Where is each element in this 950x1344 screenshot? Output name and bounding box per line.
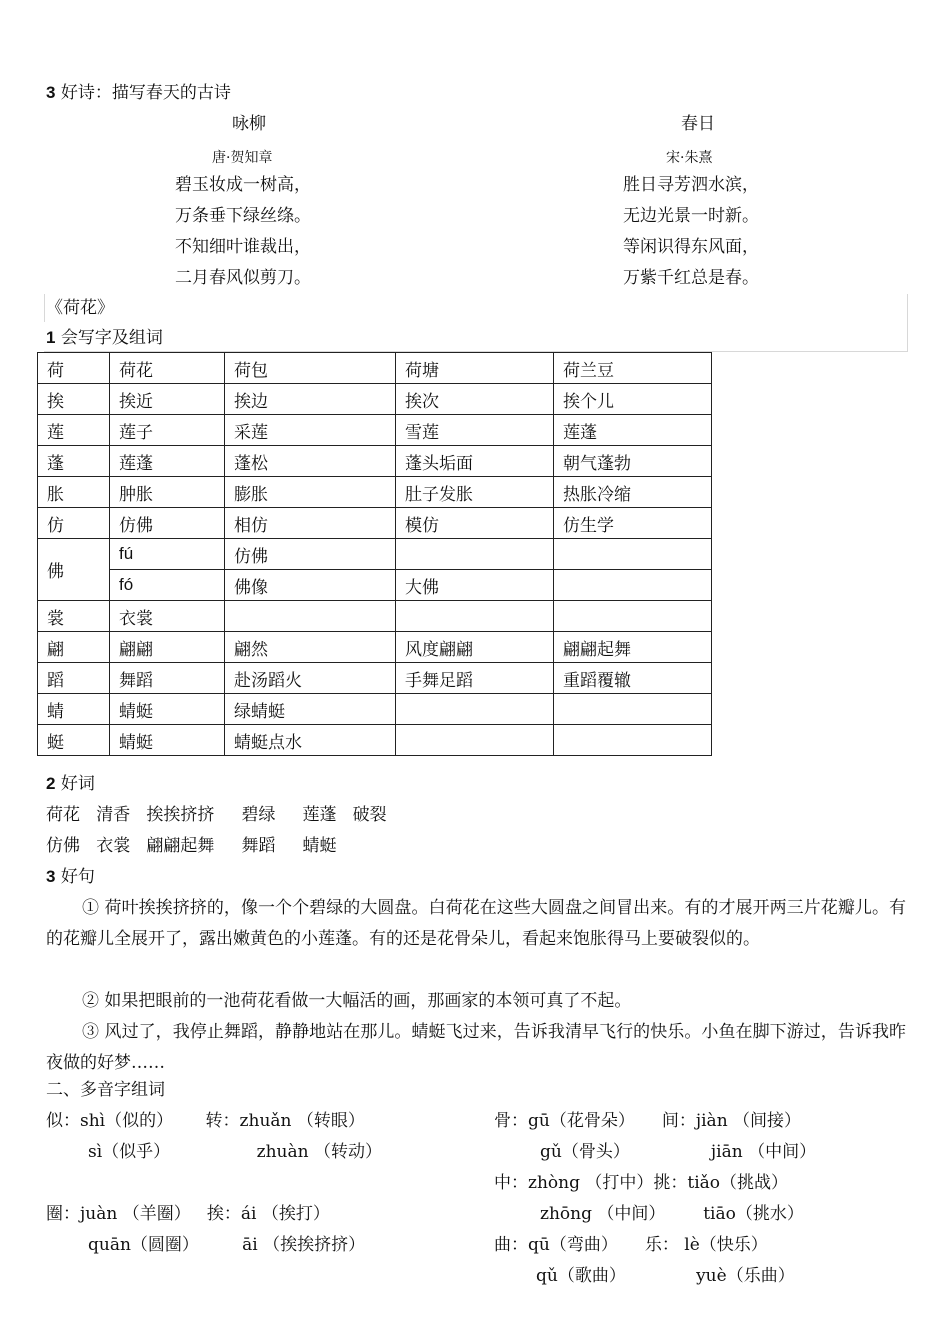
table-cell-pinyin: fó [110,570,225,601]
table-cell: 仿佛 [110,508,225,539]
table-cell: 朝气蓬勃 [554,446,712,477]
poem-1-title: 咏柳 [232,114,266,134]
table-cell: 翩 [38,632,110,663]
polyphonic-left-row-2: sì（似乎） zhuàn （转动） [88,1142,382,1162]
good-words-heading [46,773,95,795]
table-cell: 蓬 [38,446,110,477]
table-cell: 仿生学 [554,508,712,539]
table-row [38,570,712,601]
table-cell: 莲子 [110,415,225,446]
table-cell: 荷兰豆 [554,353,712,384]
table-cell [396,694,554,725]
table-cell [554,601,712,632]
poem-1-line-4: 二月春风似剪刀。 [175,268,311,288]
table-cell: 肚子发胀 [396,477,554,508]
good-sentences-heading-number: 3 [46,867,56,886]
poem-1-line-3: 不知细叶谁裁出， [175,237,311,257]
table-cell: 热胀冷缩 [554,477,712,508]
table-cell: 荷塘 [396,353,554,384]
table-row [38,725,712,756]
table-cell [554,725,712,756]
table-cell: 莲蓬 [554,415,712,446]
word-table [37,352,712,756]
table-cell: 舞蹈 [110,663,225,694]
polyphonic-right-row-2: gǔ（骨头） jiān （中间） [540,1142,817,1162]
sentence-2: ② 如果把眼前的一池荷花看做一大幅活的画，那画家的本领可真了不起。 [82,991,632,1011]
table-cell [396,539,554,570]
table-cell: 赴汤蹈火 [225,663,396,694]
table-cell: 蜓 [38,725,110,756]
good-words-line-2: 仿佛 衣裳 翩翩起舞 舞蹈 蜻蜓 [46,836,337,856]
polyphonic-heading: 二、多音字组词 [46,1080,165,1100]
polyphonic-right-row-3: 中：zhòng （打中）挑：tiǎo（挑战） [494,1173,789,1193]
table-cell: 挨次 [396,384,554,415]
poem-2-line-3: 等闲识得东风面， [623,237,759,257]
table-row [38,508,712,539]
poem-2-line-1: 胜日寻芳泗水滨， [623,175,759,195]
table-cell [225,601,396,632]
table-cell: 蓬头垢面 [396,446,554,477]
poem-2-line-4: 万紫千红总是春。 [623,268,759,288]
table-cell: 大佛 [396,570,554,601]
table-cell: 相仿 [225,508,396,539]
table-cell: 重蹈覆辙 [554,663,712,694]
table-cell: 仿 [38,508,110,539]
table-cell: 蜻蜓 [110,694,225,725]
polyphonic-right-row-6: qǔ（歌曲） yuè（乐曲） [536,1266,795,1286]
table-cell: 佛 [38,539,110,601]
sentence-1: ① 荷叶挨挨挤挤的，像一个个碧绿的大圆盘。白荷花在这些大圆盘之间冒出来。有的才展开两三片花瓣儿。有的花瓣儿全展开了，露出嫩黄色的小莲蓬。有的还是花骨朵儿，看起来饱胀得马上要破裂似的。 [46,898,906,949]
polyphonic-left-row-1: 似：shì（似的） 转：zhuǎn （转眼） [46,1111,365,1131]
table-cell: 手舞足蹈 [396,663,554,694]
table-cell: 荷花 [110,353,225,384]
write-heading-text: 会写字及组词 [60,328,163,348]
table-cell: 模仿 [396,508,554,539]
table-row [38,539,712,570]
table-cell: 膨胀 [225,477,396,508]
table-cell: 翩翩起舞 [554,632,712,663]
table-cell: 风度翩翩 [396,632,554,663]
table-cell: 肿胀 [110,477,225,508]
polyphonic-right-row-1: 骨：gū（花骨朵） 间：jiàn （间接） [494,1111,802,1131]
table-row [38,601,712,632]
table-cell: 莲蓬 [110,446,225,477]
table-cell: 佛像 [225,570,396,601]
table-cell: 翩然 [225,632,396,663]
lesson-frame-right [907,294,908,352]
table-cell: 挨 [38,384,110,415]
table-row [38,446,712,477]
poems-heading [46,82,231,104]
table-cell: 仿佛 [225,539,396,570]
lesson-frame-left [44,294,45,322]
table-cell: 绿蜻蜓 [225,694,396,725]
good-sentences-heading-text: 好句 [60,867,95,887]
polyphonic-left-row-3: 圈：juàn （羊圈） 挨：ái （挨打） [46,1204,330,1224]
sentence-3: ③ 风过了，我停止舞蹈，静静地站在那儿。蜻蜓飞过来，告诉我清早飞行的快乐。小鱼在脚下游过，告诉我昨夜做的好梦…… [46,1022,906,1073]
table-cell: 挨近 [110,384,225,415]
good-words-heading-number: 2 [46,774,56,793]
table-cell: 挨个儿 [554,384,712,415]
table-cell [396,601,554,632]
good-sentences-heading [46,866,95,888]
write-heading [46,327,163,349]
table-cell: 蓬松 [225,446,396,477]
poems-heading-text: 好诗：描写春天的古诗 [60,83,231,103]
table-cell: 蜻 [38,694,110,725]
poem-2-author: 宋·朱熹 [666,150,713,166]
table-row [38,353,712,384]
table-cell: 雪莲 [396,415,554,446]
table-cell [554,570,712,601]
table-cell: 荷包 [225,353,396,384]
table-row [38,663,712,694]
polyphonic-right-row-4: zhōng （中间） tiāo（挑水） [540,1204,804,1224]
table-cell: 蜻蜓 [110,725,225,756]
table-cell [396,725,554,756]
table-cell: 荷 [38,353,110,384]
table-row [38,415,712,446]
write-heading-number: 1 [46,328,56,347]
polyphonic-left-row-4: quān（圆圈） āi （挨挨挤挤） [88,1235,366,1255]
polyphonic-right-row-5: 曲：qū（弯曲） 乐： lè（快乐） [494,1235,768,1255]
poem-2-line-2: 无边光景一时新。 [623,206,759,226]
good-words-heading-text: 好词 [60,774,95,794]
table-cell: 蹈 [38,663,110,694]
table-cell: 采莲 [225,415,396,446]
table-row [38,384,712,415]
poems-heading-number: 3 [46,83,56,102]
poem-1-line-1: 碧玉妆成一树高， [175,175,311,195]
poem-2-title: 春日 [681,114,715,134]
table-cell: 衣裳 [110,601,225,632]
table-row [38,632,712,663]
table-cell [554,539,712,570]
poem-1-line-2: 万条垂下绿丝绦。 [175,206,311,226]
table-cell: 翩翩 [110,632,225,663]
good-words-line-1: 荷花 清香 挨挨挤挤 碧绿 莲蓬 破裂 [46,805,387,825]
poem-1-author: 唐·贺知章 [212,150,273,166]
table-row [38,477,712,508]
table-cell: 蜻蜓点水 [225,725,396,756]
table-cell-pinyin: fú [110,539,225,570]
table-cell: 挨边 [225,384,396,415]
table-cell: 胀 [38,477,110,508]
table-cell: 莲 [38,415,110,446]
table-row [38,694,712,725]
table-cell [554,694,712,725]
lesson-title: 《荷花》 [46,298,114,318]
table-cell: 裳 [38,601,110,632]
